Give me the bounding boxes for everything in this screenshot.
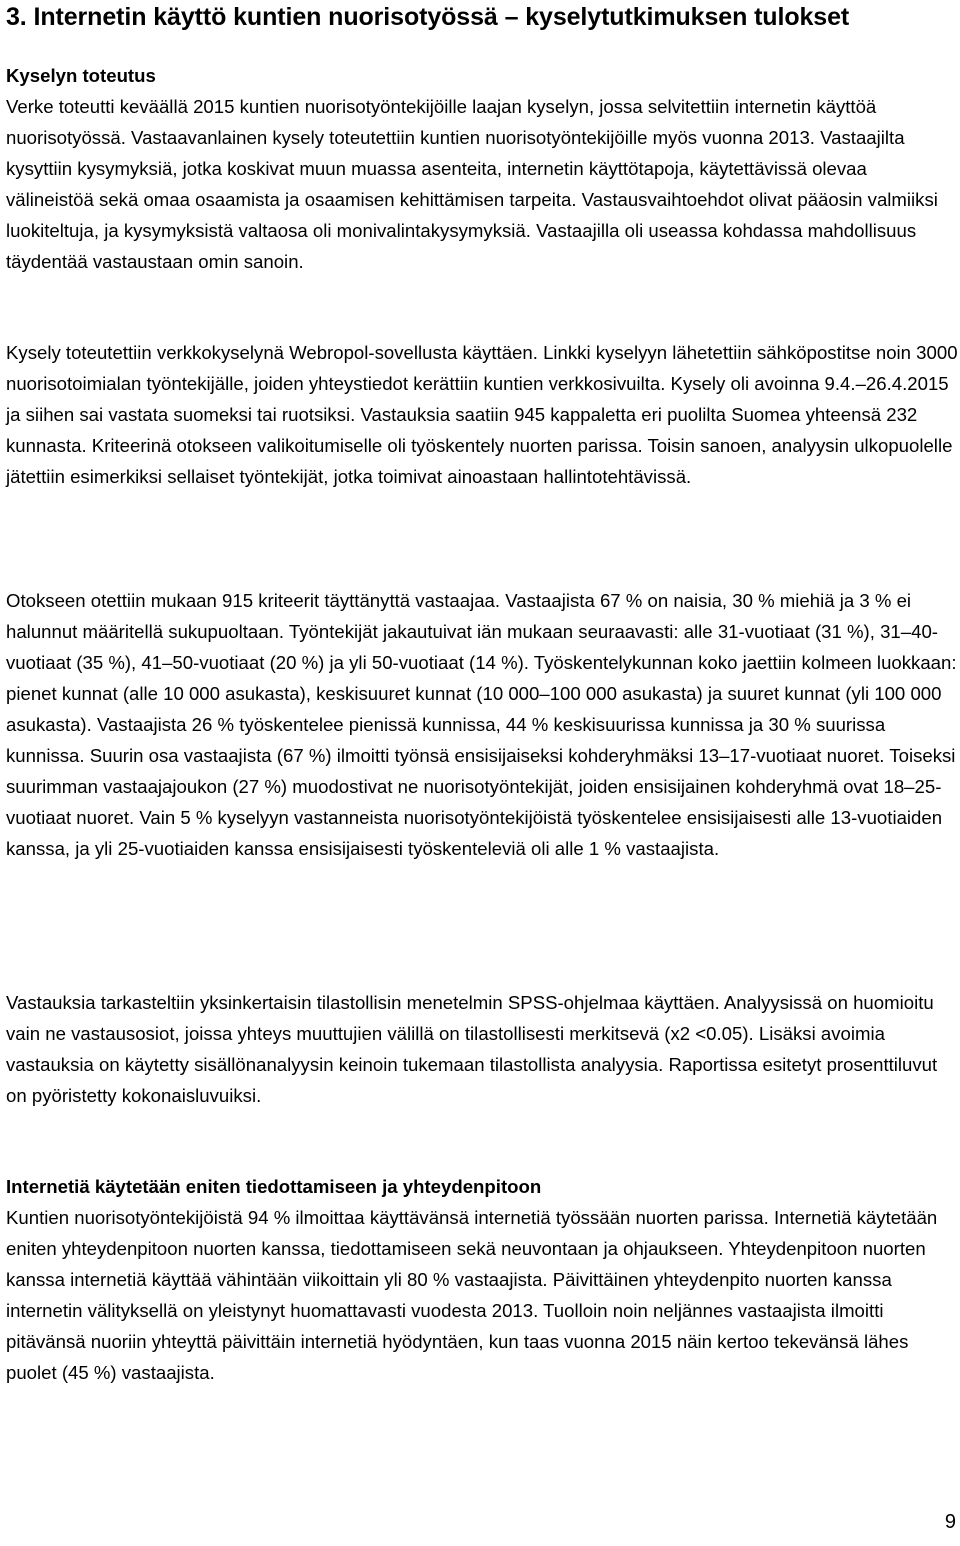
section-kyselyn-toteutus xyxy=(6,60,958,277)
paragraph-block xyxy=(6,987,958,1111)
body-paragraph: Vastauksia tarkasteltiin yksinkertaisin tilastollisin menetelmin SPSS-ohjelmaa käyttäen. Analyysissä on huomioitu vain ne vastausosiot, joissa yhteys muuttujien välillä on tilastollisesti merkitsevä (x2 <0.05). Lisäksi avoimia vastauksia on käytetty sisällönanalyysin keinoin tukemaan tilastollista analyysia. Raportissa esitetyt prosenttiluvut on pyöristetty kokonaisluvuiksi. xyxy=(6,992,938,1106)
paragraph-block xyxy=(6,337,958,492)
page-number: 9 xyxy=(944,1511,956,1533)
section-heading: Internetiä käytetään eniten tiedottamiseen ja yhteydenpitoon xyxy=(6,1176,542,1197)
body-paragraph: Kysely toteutettiin verkkokyselynä Webropol-sovellusta käyttäen. Linkki kyselyyn lähetettiin sähköpostitse noin 3000 nuorisotoimialan työntekijälle, joiden yhteystiedot kerättiin kuntien verkkosivuilta. Kysely oli avoinna 9.4.–26.4.2015 ja siihen sai vastata suomeksi tai ruotsiksi. Vastauksia saatiin 945 kappaletta eri puolilta Suomea yhteensä 232 kunnasta. Kriteerinä otokseen valikoitumiselle oli työskentely nuorten parissa. Toisin sanoen, analyysin ulkopuolelle jätettiin esimerkiksi sellaiset työntekijät, jotka toimivat ainoastaan hallintotehtävissä. xyxy=(6,342,958,487)
body-paragraph: Verke toteutti keväällä 2015 kuntien nuorisotyöntekijöille laajan kyselyn, jossa selvitettiin internetin käyttöä nuorisotyössä. Vastaavanlainen kysely toteutettiin kuntien nuorisotyöntekijöille myös vuonna 2013. Vastaajilta kysyttiin kysymyksiä, jotka koskivat muun muassa asenteita, internetin käyttötapoja, käytettävissä olevaa välineistöä sekä omaa osaamista ja osaamisen kehittämisen tarpeita. Vastausvaihtoehdot olivat pääosin valmiiksi luokiteltuja, ja kysymyksistä valtaosa oli monivalintakysymyksiä. Vastaajilla oli useassa kohdassa mahdollisuus täydentää vastaustaan omin sanoin. xyxy=(6,96,938,272)
section-heading: Kyselyn toteutus xyxy=(6,65,156,86)
paragraph-block xyxy=(6,585,958,864)
chapter-title: 3. Internetin käyttö kuntien nuorisotyössä – kyselytutkimuksen tulokset xyxy=(6,3,850,31)
body-paragraph: Otokseen otettiin mukaan 915 kriteerit täyttänyttä vastaajaa. Vastaajista 67 % on naisia, 30 % miehiä ja 3 % ei halunnut määritellä sukupuoltaan. Työntekijät jakautuivat iän mukaan seuraavasti: alle 31-vuotiaat (31 %), 31–40-vuotiaat (35 %), 41–50-vuotiaat (20 %) ja yli 50-vuotiaat (14 %). Työskentelykunnan koko jaettiin kolmeen luokkaan: pienet kunnat (alle 10 000 asukasta), keskisuuret kunnat (10 000–100 000 asukasta) ja suuret kunnat (yli 100 000 asukasta). Vastaajista 26 % työskentelee pienissä kunnissa, 44 % keskisuurissa kunnissa ja 30 % suurissa kunnissa. Suurin osa vastaajista (67 %) ilmoitti työnsä ensisijaiseksi kohderyhmäksi 13–17-vuotiaat nuoret. Toiseksi suurimman vastaajajoukon (27 %) muodostivat ne nuorisotyöntekijät, joiden ensisijainen kohderyhmä ovat 18–25-vuotiaat nuoret. Vain 5 % kyselyyn vastanneista nuorisotyöntekijöistä työskentelee ensisijaisesti alle 13-vuotiaiden kanssa, ja yli 25-vuotiaiden kanssa ensisijaisesti työskenteleviä oli alle 1 % vastaajista. xyxy=(6,590,957,859)
section-internet-usage xyxy=(6,1171,958,1388)
body-paragraph: Kuntien nuorisotyöntekijöistä 94 % ilmoittaa käyttävänsä internetiä työssään nuorten parissa. Internetiä käytetään eniten yhteydenpitoon nuorten kanssa, tiedottamiseen sekä neuvontaan ja ohjaukseen. Yhteydenpitoon nuorten kanssa internetiä käyttää vähintään viikoittain yli 80 % vastaajista. Päivittäinen yhteydenpito nuorten kanssa internetin välityksellä on yleistynyt huomattavasti vuodesta 2013. Tuolloin noin neljännes vastaajista ilmoitti pitävänsä nuoriin yhteyttä päivittäin internetiä hyödyntäen, kun taas vuonna 2015 näin kertoo tekevänsä lähes puolet (45 %) vastaajista. xyxy=(6,1207,938,1383)
